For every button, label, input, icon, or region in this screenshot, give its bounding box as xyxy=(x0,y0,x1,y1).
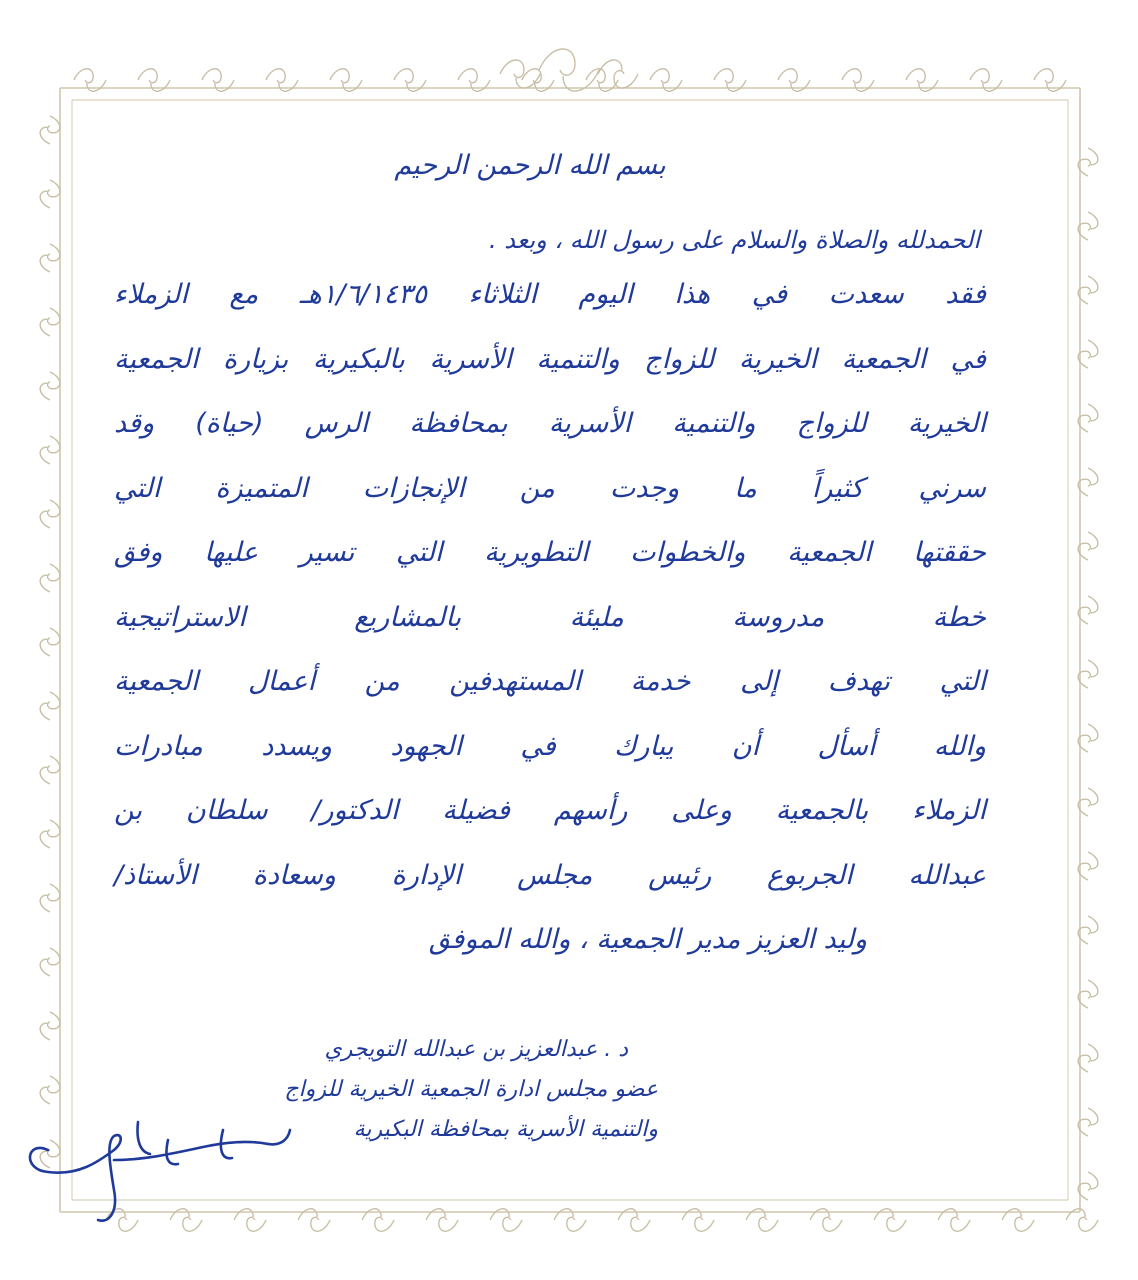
body-line: الخيرية للزواج والتنمية الأسرية بمحافظة الرس (حياة) وقد xyxy=(114,408,986,439)
frame-ornament xyxy=(810,1209,842,1231)
frame-ornament xyxy=(40,820,60,848)
body-line: والله أسأل أن يبارك في الجهود ويسدد مبادرات xyxy=(114,730,986,762)
body-line: التي تهدف إلى خدمة المستهدفين من أعمال الجمعية xyxy=(114,666,986,697)
frame-ornament xyxy=(746,1209,778,1231)
body-text xyxy=(110,263,990,973)
frame-ornament xyxy=(1078,788,1098,816)
frame-ornament xyxy=(394,69,426,91)
frame-ornament xyxy=(40,244,60,272)
frame-ornament xyxy=(539,49,599,91)
frame-ornament xyxy=(1078,852,1098,880)
frame-ornament xyxy=(330,69,362,91)
frame-ornament xyxy=(1078,660,1098,688)
body-line: في الجمعية الخيرية للزواج والتنمية الأسرية بالبكيرية بزيارة الجمعية xyxy=(114,343,986,375)
frame-ornament xyxy=(598,60,638,88)
frame-ornament xyxy=(1078,468,1098,496)
frame-ornament xyxy=(618,1209,650,1231)
body-line: فقد سعدت في هذا اليوم الثلاثاء ١/٦/١٤٣٥هـ مع الزملاء xyxy=(114,279,986,310)
handwritten-signature xyxy=(18,1100,318,1230)
frame-ornament xyxy=(1078,980,1098,1008)
frame-ornament xyxy=(1078,916,1098,944)
frame-ornament xyxy=(842,69,874,91)
frame-ornament xyxy=(1078,1108,1098,1136)
letter-body xyxy=(110,150,990,973)
frame-ornament xyxy=(40,308,60,336)
frame-ornament xyxy=(1078,404,1098,432)
frame-ornament xyxy=(1078,212,1098,240)
frame-ornament xyxy=(1078,340,1098,368)
frame-ornament xyxy=(40,436,60,464)
frame-ornament xyxy=(40,372,60,400)
closing-line: وليد العزيز مدير الجمعية ، والله الموفق xyxy=(428,924,868,955)
frame-ornament xyxy=(1066,1209,1098,1231)
frame-ornament xyxy=(778,69,810,91)
frame-ornament xyxy=(40,180,60,208)
frame-ornament xyxy=(500,60,540,88)
basmala: بسم الله الرحمن الرحيم xyxy=(394,150,666,181)
frame-ornament xyxy=(650,69,682,91)
frame-ornament xyxy=(522,69,554,91)
frame-ornament xyxy=(1078,1044,1098,1072)
frame-ornament xyxy=(458,69,490,91)
frame-ornament xyxy=(40,756,60,784)
frame-ornament xyxy=(1078,596,1098,624)
frame-ornament xyxy=(138,69,170,91)
frame-ornament xyxy=(426,1209,458,1231)
frame-ornament xyxy=(40,884,60,912)
body-line: خطة مدروسة مليئة بالمشاريع الاستراتيجية xyxy=(114,601,986,633)
frame-ornament xyxy=(40,500,60,528)
frame-ornament xyxy=(40,692,60,720)
signatory-title-line-1: عضو مجلس ادارة الجمعية الخيرية للزواج xyxy=(284,1077,658,1102)
frame-ornament xyxy=(40,564,60,592)
frame-ornament xyxy=(682,1209,714,1231)
signatory-name: د . عبدالعزيز بن عبدالله التويجري xyxy=(324,1037,628,1062)
frame-ornament xyxy=(874,1209,906,1231)
frame-ornament xyxy=(74,69,106,91)
frame-ornament xyxy=(1034,69,1066,91)
frame-ornament xyxy=(1078,532,1098,560)
frame-ornament xyxy=(938,1209,970,1231)
frame-ornament xyxy=(970,69,1002,91)
frame-ornament xyxy=(40,1012,60,1040)
frame-ornament xyxy=(1078,276,1098,304)
frame-ornament xyxy=(554,1209,586,1231)
frame-ornament xyxy=(1002,1209,1034,1231)
frame-ornament xyxy=(906,69,938,91)
frame-ornament xyxy=(490,1209,522,1231)
signatory-title-line-2: والتنمية الأسرية بمحافظة البكيرية xyxy=(353,1117,658,1142)
frame-ornament xyxy=(362,1209,394,1231)
body-line: عبدالله الجربوع رئيس مجلس الإدارة وسعادة الأستاذ/ xyxy=(114,859,986,891)
frame-ornament xyxy=(40,628,60,656)
frame-ornament xyxy=(40,116,60,144)
frame-ornament xyxy=(1078,148,1098,176)
frame-ornament xyxy=(1078,1172,1098,1200)
frame-ornament xyxy=(586,69,618,91)
body-line: حققتها الجمعية والخطوات التطويرية التي تسير عليها وفق xyxy=(114,537,986,568)
frame-ornament xyxy=(40,948,60,976)
body-line: الزملاء بالجمعية وعلى رأسهم فضيلة الدكتور/ سلطان بن xyxy=(114,795,986,826)
frame-ornament xyxy=(714,69,746,91)
frame-ornament xyxy=(202,69,234,91)
body-line: سرني كثيراً ما وجدت من الإنجازات المتميزة التي xyxy=(114,472,986,504)
frame-ornament xyxy=(1078,724,1098,752)
salutation-line: الحمدلله والصلاة والسلام على رسول الله ، وبعد . xyxy=(489,226,980,254)
frame-ornament xyxy=(266,69,298,91)
